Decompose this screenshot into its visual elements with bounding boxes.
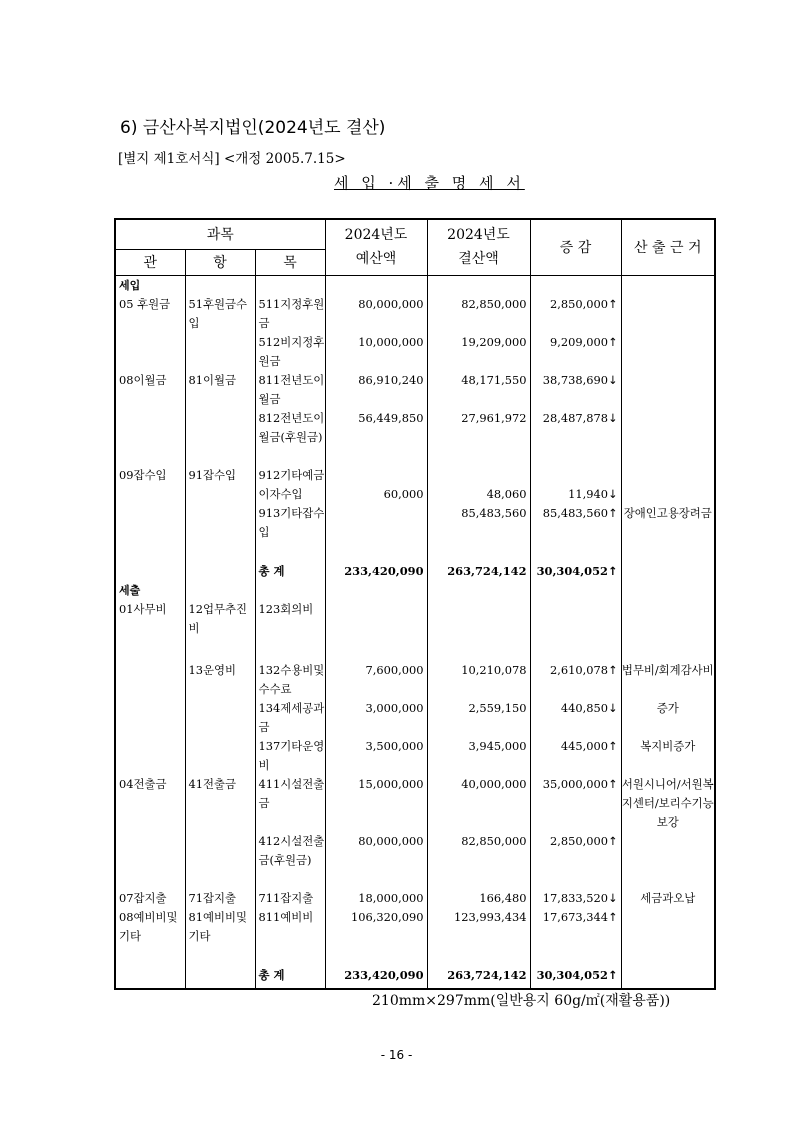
- budget-amount: 106,320,090: [325, 908, 427, 946]
- hang-cell: 41전출금: [185, 775, 255, 832]
- change-direction-icon: ↑: [607, 334, 618, 349]
- table-row: [116, 504, 714, 542]
- empty-cell: [255, 638, 325, 661]
- basis-cell: 장애인고용장려금: [621, 504, 714, 542]
- table-row: [116, 333, 714, 371]
- hang-cell: [185, 737, 255, 775]
- hang-cell: [185, 333, 255, 371]
- empty-cell: [530, 946, 621, 966]
- gwan-cell: [116, 832, 185, 889]
- hang-cell: [185, 832, 255, 889]
- mok-cell: 123회의비: [255, 600, 325, 638]
- empty-cell: [255, 275, 325, 295]
- empty-cell: [185, 966, 255, 990]
- change-direction-icon: ↑: [607, 833, 618, 848]
- change-amount: [530, 562, 621, 581]
- empty-cell: [621, 638, 714, 661]
- gwan-cell: 04전출금: [116, 775, 185, 832]
- change-direction-icon: ↓: [607, 372, 618, 387]
- change-value: 2,610,078: [549, 662, 608, 677]
- empty-cell: [530, 275, 621, 295]
- gwan-cell: 05 후원금: [116, 295, 185, 333]
- mok-cell: 412시설전출금(후원금): [255, 832, 325, 889]
- empty-cell: [621, 275, 714, 295]
- gwan-cell: [116, 737, 185, 775]
- empty-cell: [116, 638, 185, 661]
- basis-cell: [621, 295, 714, 333]
- table-row: [116, 466, 714, 504]
- expense-section-label: 세출: [116, 581, 185, 600]
- settlement-amount: 82,850,000: [427, 295, 530, 333]
- empty-cell: [185, 638, 255, 661]
- change-amount: [530, 661, 621, 699]
- total-label: 총 계: [255, 562, 325, 581]
- empty-cell: [325, 275, 427, 295]
- header-budget: 2024년도 예산액: [325, 220, 427, 275]
- change-value: 35,000,000: [542, 776, 608, 791]
- empty-cell: [427, 581, 530, 600]
- basis-cell: [621, 409, 714, 466]
- empty-cell: [325, 946, 427, 966]
- total-row: [116, 562, 714, 581]
- empty-cell: [621, 946, 714, 966]
- change-amount: [530, 371, 621, 409]
- spacer-row: [116, 638, 714, 661]
- change-direction-icon: ↓: [607, 410, 618, 425]
- change-direction-icon: ↑: [607, 563, 618, 578]
- budget-amount: [325, 600, 427, 638]
- mok-cell: 134제세공과금: [255, 699, 325, 737]
- empty-cell: [255, 542, 325, 562]
- change-value: 17,833,520: [542, 890, 608, 905]
- mok-cell: 137기타운영비: [255, 737, 325, 775]
- table-row: [116, 371, 714, 409]
- hang-cell: 81이월금: [185, 371, 255, 409]
- table-row: [116, 737, 714, 775]
- hang-cell: 91잡수입: [185, 466, 255, 504]
- total-settlement: 263,724,142: [427, 966, 530, 990]
- hang-cell: 81예비비및기타: [185, 908, 255, 946]
- empty-cell: [621, 562, 714, 581]
- paper-spec-note: 210mm×297mm(일반용지 60g/㎡(재활용품)): [372, 993, 671, 1009]
- change-amount: [530, 699, 621, 737]
- empty-cell: [116, 966, 185, 990]
- statement-table: [114, 218, 716, 990]
- total-settlement: 263,724,142: [427, 562, 530, 581]
- table-row: [116, 661, 714, 699]
- header-hang: 항: [185, 249, 255, 275]
- empty-cell: [427, 946, 530, 966]
- hang-cell: [185, 409, 255, 466]
- change-amount: [530, 966, 621, 990]
- budget-amount: [325, 504, 427, 542]
- header-basis: 산 출 근 거: [621, 220, 714, 275]
- change-value: 38,738,690: [542, 372, 608, 387]
- hang-cell: 12업무추진비: [185, 600, 255, 638]
- empty-cell: [427, 275, 530, 295]
- change-amount: [530, 600, 621, 638]
- change-value: 2,850,000: [549, 833, 608, 848]
- document-title: 세 입 ·세 출 명 세 서: [334, 174, 525, 192]
- empty-cell: [621, 542, 714, 562]
- page-number: - 16 -: [380, 1048, 413, 1062]
- header-change: 증 감: [530, 220, 621, 275]
- change-amount: [530, 409, 621, 466]
- change-value: 11,940: [568, 486, 608, 501]
- total-label: 총 계: [255, 966, 325, 990]
- gwan-cell: 07잡지출: [116, 889, 185, 908]
- hang-cell: 13운영비: [185, 661, 255, 699]
- basis-cell: [621, 908, 714, 946]
- change-value: 440,850: [560, 700, 608, 715]
- budget-amount: 86,910,240: [325, 371, 427, 409]
- table-row: [116, 295, 714, 333]
- gwan-cell: 08이월금: [116, 371, 185, 409]
- settlement-amount: 123,993,434: [427, 908, 530, 946]
- change-amount: [530, 737, 621, 775]
- header-settlement: 2024년도 결산액: [427, 220, 530, 275]
- income-section-label: 세입: [116, 275, 185, 295]
- hang-cell: 71잡지출: [185, 889, 255, 908]
- mok-cell: 811전년도이월금: [255, 371, 325, 409]
- header-subject: 과목: [116, 220, 325, 249]
- basis-cell: 법무비/회계감사비: [621, 661, 714, 699]
- empty-cell: [255, 946, 325, 966]
- basis-cell: 복지비증가: [621, 737, 714, 775]
- gwan-cell: 08예비비및기타: [116, 908, 185, 946]
- change-amount: [530, 908, 621, 946]
- gwan-cell: [116, 409, 185, 466]
- change-direction-icon: ↑: [607, 296, 618, 311]
- change-direction-icon: ↑: [607, 738, 618, 753]
- gwan-cell: 09잡수입: [116, 466, 185, 504]
- form-note: [별지 제1호서식] <개정 2005.7.15>: [118, 151, 346, 167]
- basis-cell: [621, 466, 714, 504]
- settlement-amount: 48,060: [427, 466, 530, 504]
- table-row: [116, 889, 714, 908]
- empty-cell: [621, 581, 714, 600]
- change-value: 28,487,878: [542, 410, 608, 425]
- gwan-cell: [116, 333, 185, 371]
- income-section: [116, 275, 714, 295]
- empty-cell: [116, 542, 185, 562]
- gwan-cell: [116, 504, 185, 542]
- budget-amount: 80,000,000: [325, 295, 427, 333]
- budget-amount: 3,500,000: [325, 737, 427, 775]
- settlement-amount: 19,209,000: [427, 333, 530, 371]
- basis-cell: 서원시니어/서원복지센터/보리수기능보강: [621, 775, 714, 832]
- empty-cell: [185, 581, 255, 600]
- empty-cell: [530, 542, 621, 562]
- table-row: [116, 775, 714, 832]
- mok-cell: 512비지정후원금: [255, 333, 325, 371]
- settlement-amount: 82,850,000: [427, 832, 530, 889]
- total-budget: 233,420,090: [325, 966, 427, 990]
- change-amount: [530, 889, 621, 908]
- change-amount: [530, 832, 621, 889]
- settlement-amount: 48,171,550: [427, 371, 530, 409]
- change-amount: [530, 295, 621, 333]
- budget-amount: 3,000,000: [325, 699, 427, 737]
- settlement-amount: 166,480: [427, 889, 530, 908]
- change-value: 445,000: [560, 738, 608, 753]
- budget-amount: 15,000,000: [325, 775, 427, 832]
- mok-cell: 912기타예금이자수입: [255, 466, 325, 504]
- settlement-amount: [427, 600, 530, 638]
- change-direction-icon: ↓: [607, 700, 618, 715]
- section-title: 6) 금산사복지법인(2024년도 결산): [120, 118, 386, 138]
- mok-cell: 811예비비: [255, 908, 325, 946]
- hang-cell: [185, 699, 255, 737]
- mok-cell: 132수용비및수수료: [255, 661, 325, 699]
- empty-cell: [325, 638, 427, 661]
- total-budget: 233,420,090: [325, 562, 427, 581]
- change-amount: [530, 775, 621, 832]
- empty-cell: [185, 562, 255, 581]
- empty-cell: [185, 946, 255, 966]
- settlement-amount: 27,961,972: [427, 409, 530, 466]
- change-direction-icon: ↑: [607, 662, 618, 677]
- empty-cell: [427, 638, 530, 661]
- change-value: 30,304,052: [536, 563, 608, 578]
- budget-amount: 10,000,000: [325, 333, 427, 371]
- basis-cell: 증가: [621, 699, 714, 737]
- header-gwan: 관: [116, 249, 185, 275]
- table-row: [116, 832, 714, 889]
- budget-amount: 60,000: [325, 466, 427, 504]
- empty-cell: [427, 542, 530, 562]
- settlement-amount: 85,483,560: [427, 504, 530, 542]
- total-row: [116, 966, 714, 990]
- table-row: [116, 908, 714, 946]
- table-row: [116, 409, 714, 466]
- change-direction-icon: ↑: [607, 967, 618, 982]
- empty-cell: [530, 638, 621, 661]
- settlement-amount: 2,559,150: [427, 699, 530, 737]
- hang-cell: 51후원금수입: [185, 295, 255, 333]
- empty-cell: [325, 581, 427, 600]
- empty-cell: [255, 581, 325, 600]
- empty-cell: [116, 562, 185, 581]
- change-value: 30,304,052: [536, 967, 608, 982]
- settlement-amount: 3,945,000: [427, 737, 530, 775]
- mok-cell: 812전년도이월금(후원금): [255, 409, 325, 466]
- empty-cell: [185, 542, 255, 562]
- change-value: 85,483,560: [542, 505, 608, 520]
- table-row: [116, 699, 714, 737]
- change-value: 9,209,000: [549, 334, 608, 349]
- empty-cell: [325, 542, 427, 562]
- table-row: [116, 600, 714, 638]
- mok-cell: 711잡지출: [255, 889, 325, 908]
- change-direction-icon: ↑: [607, 776, 618, 791]
- mok-cell: 411시설전출금: [255, 775, 325, 832]
- gwan-cell: [116, 661, 185, 699]
- change-amount: [530, 333, 621, 371]
- empty-cell: [116, 946, 185, 966]
- change-direction-icon: ↑: [607, 909, 618, 924]
- gwan-cell: [116, 699, 185, 737]
- basis-cell: [621, 600, 714, 638]
- basis-cell: [621, 371, 714, 409]
- spacer-row: [116, 946, 714, 966]
- change-amount: [530, 504, 621, 542]
- mok-cell: 511지정후원금: [255, 295, 325, 333]
- change-direction-icon: ↑: [607, 505, 618, 520]
- empty-cell: [621, 966, 714, 990]
- change-direction-icon: ↓: [607, 486, 618, 501]
- change-value: 2,850,000: [549, 296, 608, 311]
- hang-cell: [185, 504, 255, 542]
- budget-amount: 80,000,000: [325, 832, 427, 889]
- budget-amount: 7,600,000: [325, 661, 427, 699]
- basis-cell: [621, 333, 714, 371]
- expense-section: [116, 581, 714, 600]
- budget-amount: 18,000,000: [325, 889, 427, 908]
- empty-cell: [530, 581, 621, 600]
- budget-amount: 56,449,850: [325, 409, 427, 466]
- change-value: 17,673,344: [542, 909, 608, 924]
- mok-cell: 913기타잡수입: [255, 504, 325, 542]
- gwan-cell: 01사무비: [116, 600, 185, 638]
- header-mok: 목: [255, 249, 325, 275]
- change-amount: [530, 466, 621, 504]
- settlement-amount: 40,000,000: [427, 775, 530, 832]
- settlement-amount: 10,210,078: [427, 661, 530, 699]
- empty-cell: [185, 275, 255, 295]
- basis-cell: 세금과오납: [621, 889, 714, 908]
- change-direction-icon: ↓: [607, 890, 618, 905]
- spacer-row: [116, 542, 714, 562]
- basis-cell: [621, 832, 714, 889]
